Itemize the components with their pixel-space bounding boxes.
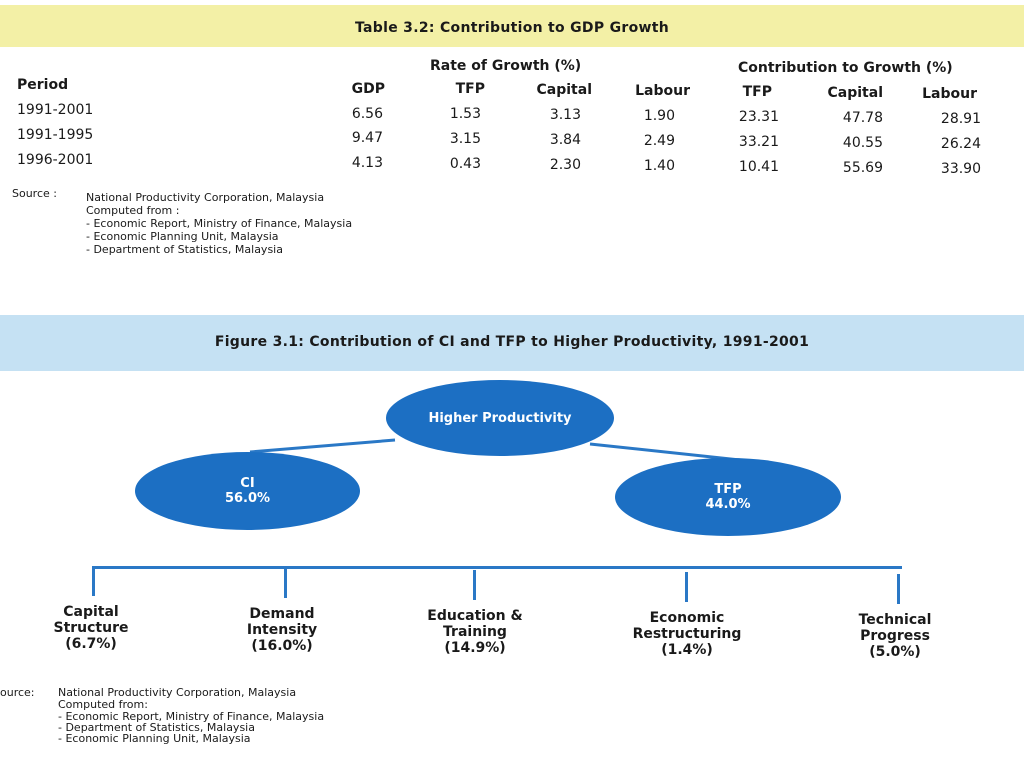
leaf-line: Capital bbox=[63, 604, 119, 620]
ci-node-value: 56.0% bbox=[224, 491, 271, 506]
figure-source-line: - Economic Planning Unit, Malaysia bbox=[58, 732, 251, 745]
figure-source-line: - Department of Statistics, Malaysia bbox=[58, 721, 255, 734]
table-source-line: - Department of Statistics, Malaysia bbox=[86, 243, 283, 256]
table-cell: 9.47 bbox=[351, 130, 383, 146]
tfp-node-label: TFP bbox=[714, 482, 742, 497]
table-cell: 23.31 bbox=[738, 109, 779, 125]
ci-node-label: CI bbox=[240, 476, 255, 491]
leaf-economic-restructuring bbox=[602, 610, 772, 658]
contribution-to-growth-header: Contribution to Growth (%) bbox=[738, 60, 953, 76]
table-cell: 3.84 bbox=[549, 132, 581, 148]
table-source-line: National Productivity Corporation, Malaysia bbox=[86, 191, 325, 204]
root-node-label: Higher Productivity bbox=[428, 410, 572, 426]
tfp-header: TFP bbox=[455, 81, 485, 97]
contrib-labour-header: Labour bbox=[922, 86, 977, 102]
table-source-line: - Economic Planning Unit, Malaysia bbox=[86, 230, 279, 243]
table-cell: 1991-1995 bbox=[17, 127, 94, 143]
leaf-line: Progress bbox=[860, 628, 930, 644]
leaf-value: (5.0%) bbox=[869, 644, 921, 660]
leaf-bracket-tick bbox=[473, 570, 476, 600]
leaf-bracket-tick bbox=[897, 574, 900, 604]
leaf-line: Technical bbox=[858, 612, 932, 628]
table-source-line: - Economic Report, Ministry of Finance, Malaysia bbox=[86, 217, 353, 230]
leaf-line: Demand bbox=[249, 606, 315, 622]
tfp-node-value: 44.0% bbox=[705, 497, 751, 512]
table-cell: 6.56 bbox=[351, 106, 383, 122]
table-cell: 28.91 bbox=[940, 111, 981, 127]
contrib-capital-header: Capital bbox=[827, 85, 883, 101]
table-cell: 1996-2001 bbox=[17, 152, 94, 168]
table-cell: 4.13 bbox=[351, 155, 383, 171]
root-node-higher-productivity bbox=[386, 380, 614, 456]
figure-source-line: - Economic Report, Ministry of Finance, Malaysia bbox=[58, 710, 325, 723]
figure-source-line: Computed from: bbox=[58, 698, 148, 711]
table-cell: 1.90 bbox=[643, 108, 675, 124]
leaf-bracket-tick bbox=[284, 568, 287, 598]
table-cell: 33.90 bbox=[940, 161, 981, 177]
tfp-node bbox=[615, 458, 841, 536]
table-cell: 33.21 bbox=[738, 134, 779, 150]
leaf-technical-progress bbox=[810, 612, 980, 660]
table-title: Table 3.2: Contribution to GDP Growth bbox=[355, 20, 669, 36]
root-to-ci-connector bbox=[250, 440, 395, 452]
rate-of-growth-header: Rate of Growth (%) bbox=[430, 58, 582, 74]
table-cell: 10.41 bbox=[738, 159, 779, 175]
table-cell: 40.55 bbox=[842, 135, 883, 151]
table-cell: 2.30 bbox=[549, 157, 581, 173]
leaf-line: Intensity bbox=[246, 622, 318, 638]
gdp-header: GDP bbox=[351, 81, 385, 97]
table-source-label: Source : bbox=[12, 187, 57, 200]
ci-node bbox=[135, 452, 360, 530]
leaf-value: (14.9%) bbox=[444, 640, 506, 656]
leaf-line: Education & bbox=[427, 608, 523, 624]
table-cell: 26.24 bbox=[940, 136, 981, 152]
leaf-capital-structure bbox=[6, 604, 176, 652]
labour-header: Labour bbox=[635, 83, 690, 99]
table-cell: 3.15 bbox=[449, 131, 481, 147]
leaf-education-training bbox=[390, 608, 560, 656]
figure-title: Figure 3.1: Contribution of CI and TFP to Higher Productivity, 1991-2001 bbox=[214, 334, 810, 350]
table-cell: 3.13 bbox=[549, 107, 581, 123]
table-cell: 0.43 bbox=[449, 156, 481, 172]
leaf-value: (1.4%) bbox=[661, 642, 713, 658]
leaf-line: Economic bbox=[649, 610, 725, 626]
table-source-line: Computed from : bbox=[86, 204, 180, 217]
leaf-line: Structure bbox=[53, 620, 129, 636]
table-cell: 55.69 bbox=[842, 160, 883, 176]
figure-source-line: National Productivity Corporation, Malaysia bbox=[58, 686, 297, 699]
leaf-bracket-tick bbox=[685, 572, 688, 602]
leaf-value: (16.0%) bbox=[251, 638, 313, 654]
leaf-value: (6.7%) bbox=[65, 636, 117, 652]
table-cell: 47.78 bbox=[842, 110, 883, 126]
table-cell: 1.40 bbox=[643, 158, 675, 174]
leaf-bracket-tick bbox=[92, 566, 95, 596]
period-header: Period bbox=[17, 77, 69, 93]
figure-source-label: ource: bbox=[0, 686, 35, 699]
leaf-line: Training bbox=[443, 624, 507, 640]
table-cell: 1991-2001 bbox=[17, 102, 94, 118]
capital-header: Capital bbox=[536, 82, 592, 98]
leaf-line: Restructuring bbox=[632, 626, 742, 642]
leaf-bracket-horizontal bbox=[92, 566, 902, 569]
table-cell: 1.53 bbox=[449, 106, 481, 122]
leaf-demand-intensity bbox=[197, 606, 367, 654]
table-cell: 2.49 bbox=[643, 133, 675, 149]
contrib-tfp-header: TFP bbox=[742, 84, 772, 100]
